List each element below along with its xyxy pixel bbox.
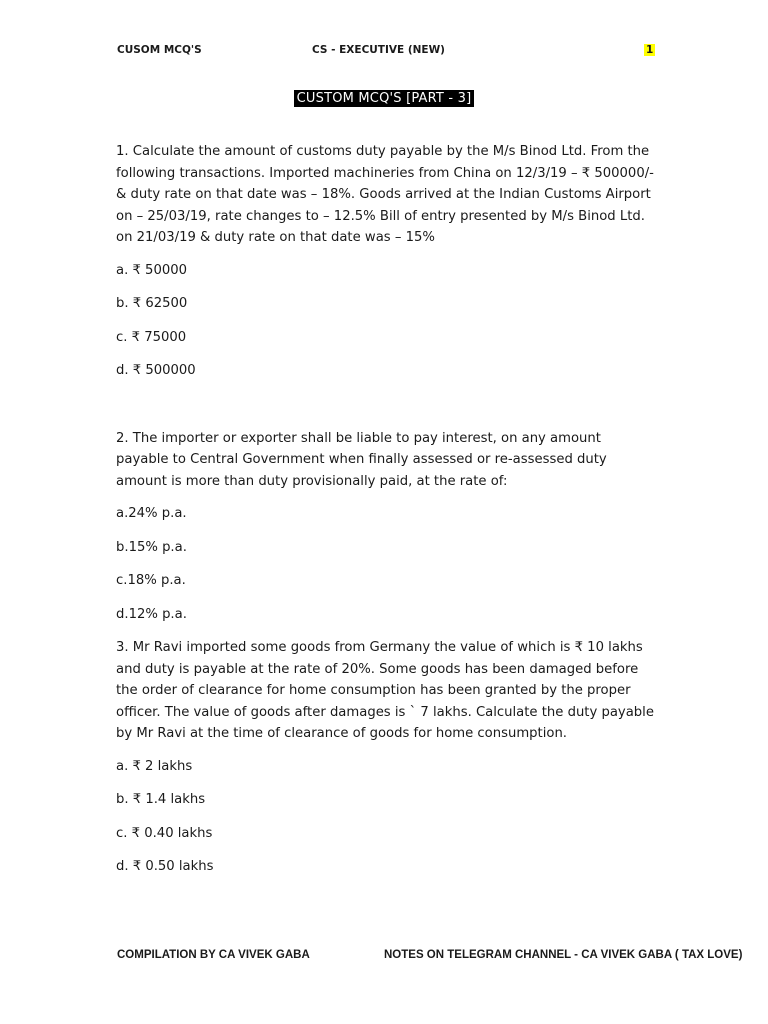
footer-left-text: COMPILATION BY CA VIVEK GABA <box>117 949 310 961</box>
page-footer <box>0 949 768 967</box>
question-2-options <box>116 503 656 625</box>
question-1-text: 1. Calculate the amount of customs duty payable by the M/s Binod Ltd. From the following transactions. Imported machineries from China on 12/3/19 – ₹ 500000/- & duty rate on that date was – 18%. Goods arrived at the Indian Customs Airport on – 25/03/19, rate changes to – 12.5% Bill of entry presented by M/s Binod Ltd. on 21/03/19 & duty rate on that date was – 15% <box>116 144 654 245</box>
question-1-option-c: c. ₹ 75000 <box>116 329 187 345</box>
question-1-option-b: b. ₹ 62500 <box>116 296 188 311</box>
question-3-option-d: d. ₹ 0.50 lakhs <box>116 859 214 874</box>
header-center-text: CS - EXECUTIVE (NEW) <box>312 44 445 56</box>
question-2-option-c: c.18% p.a. <box>116 573 186 588</box>
question-3-options <box>116 756 656 878</box>
header-left-text: CUSOM MCQ'S <box>117 44 202 56</box>
question-1-option-a: a. ₹ 50000 <box>116 262 187 278</box>
question-3-option-a: a. ₹ 2 lakhs <box>116 758 193 774</box>
question-3-option-c: c. ₹ 0.40 lakhs <box>116 825 213 841</box>
question-1-option-d: d. ₹ 500000 <box>116 363 196 378</box>
title-wrap <box>0 87 768 107</box>
question-2-option-b: b.15% p.a. <box>116 539 187 555</box>
question-3-text: 3. Mr Ravi imported some goods from Germany the value of which is ₹ 10 lakhs and duty is payable at the rate of 20%. Some goods has been damaged before the order of clearance for home consumption has been granted by the proper officer. The value of goods after damages is ` 7 lakhs. Calculate the duty payable by Mr Ravi at the time of clearance of goods for home consumption. <box>116 640 654 741</box>
question-1-options <box>116 260 656 382</box>
question-2-option-a: a.24% p.a. <box>116 506 187 521</box>
question-3-option-b: b. ₹ 1.4 lakhs <box>116 792 206 807</box>
page-number: 1 <box>646 44 654 56</box>
page-header <box>0 44 768 62</box>
questions-body <box>116 141 656 878</box>
question-2-option-d: d.12% p.a. <box>116 606 187 622</box>
question-2-text: 2. The importer or exporter shall be liable to pay interest, on any amount payable to Central Government when finally assessed or re-assessed duty amount is more than duty provisionally paid, at the rate of: <box>116 430 607 489</box>
document-title: CUSTOM MCQ'S [PART - 3] <box>294 90 475 107</box>
footer-right-text: NOTES ON TELEGRAM CHANNEL - CA VIVEK GABA ( TAX LOVE) <box>384 949 743 961</box>
